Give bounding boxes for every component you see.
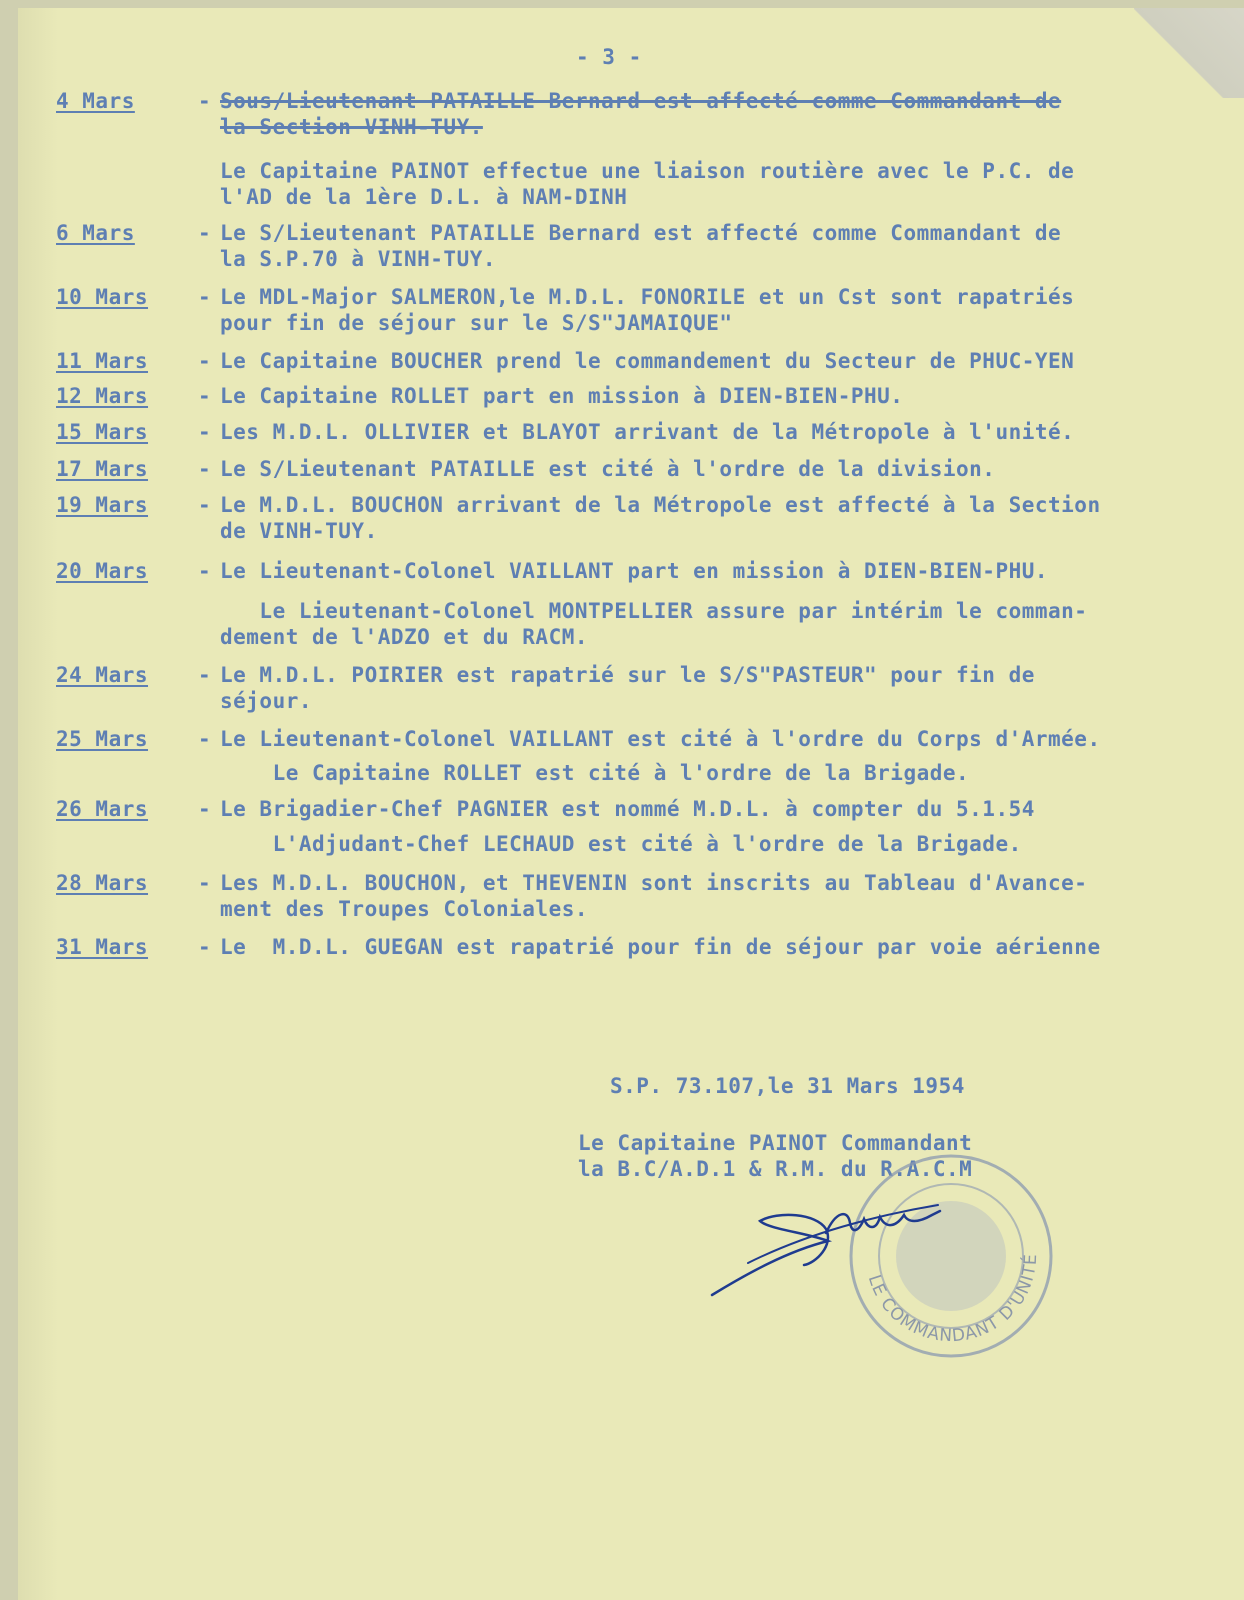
entry-date: 10 Mars: [56, 285, 149, 309]
document-page: [18, 8, 1244, 1600]
entry-line: Le S/Lieutenant PATAILLE est cité à l'ordre de la division.: [220, 457, 996, 481]
entry-line: Le Capitaine PAINOT effectue une liaison routière avec le P.C. de: [220, 159, 1075, 183]
entry-line: Le Lieutenant-Colonel MONTPELLIER assure par intérim le comman-: [220, 599, 1088, 623]
entry-line: la S.P.70 à VINH-TUY.: [220, 247, 497, 271]
entry-line: Les M.D.L. OLLIVIER et BLAYOT arrivant de la Métropole à l'unité.: [220, 420, 1075, 444]
entry-line: Le M.D.L. GUEGAN est rapatrié pour fin de séjour par voie aérienne: [220, 935, 1101, 959]
entry-line: Le Brigadier-Chef PAGNIER est nommé M.D.L. à compter du 5.1.54: [220, 797, 1035, 821]
entry-line: Le Capitaine ROLLET part en mission à DIEN-BIEN-PHU.: [220, 384, 904, 408]
entry-date: 6 Mars: [56, 221, 135, 245]
entry-line: Le Lieutenant-Colonel VAILLANT part en mission à DIEN-BIEN-PHU.: [220, 559, 1049, 583]
entry-line: dement de l'ADZO et du RACM.: [220, 625, 589, 649]
entry-line: Le Capitaine ROLLET est cité à l'ordre de la Brigade.: [220, 761, 970, 785]
entry-dash: -: [198, 871, 212, 895]
entry-line: Le MDL-Major SALMERON,le M.D.L. FONORILE et un Cst sont rapatriés: [220, 285, 1075, 309]
entry-date: 20 Mars: [56, 559, 149, 583]
entry-dash: -: [198, 221, 212, 245]
entry-date: 28 Mars: [56, 871, 149, 895]
folded-corner: [1134, 8, 1244, 98]
place-and-date: S.P. 73.107,le 31 Mars 1954: [610, 1074, 965, 1098]
entry-line: Sous/Lieutenant PATAILLE Bernard est affecté comme Commandant de: [220, 89, 1062, 113]
entry-date: 17 Mars: [56, 457, 149, 481]
entry-line: Le S/Lieutenant PATAILLE Bernard est affecté comme Commandant de: [220, 221, 1062, 245]
entry-dash: -: [198, 457, 212, 481]
entry-date: 4 Mars: [56, 89, 135, 113]
entry-line: Le Lieutenant-Colonel VAILLANT est cité à l'ordre du Corps d'Armée.: [220, 727, 1101, 751]
entry-dash: -: [198, 559, 212, 583]
entry-line: séjour.: [220, 689, 313, 713]
entry-line: Le M.D.L. BOUCHON arrivant de la Métropole est affecté à la Section: [220, 493, 1101, 517]
entry-date: 11 Mars: [56, 349, 149, 373]
entry-line: Le Capitaine BOUCHER prend le commandement du Secteur de PHUC-YEN: [220, 349, 1075, 373]
entry-date: 31 Mars: [56, 935, 149, 959]
entry-dash: -: [198, 285, 212, 309]
signatory-unit: la B.C/A.D.1 & R.M. du R.A.C.M: [578, 1157, 973, 1181]
entry-dash: -: [198, 384, 212, 408]
entry-dash: -: [198, 935, 212, 959]
entry-date: 12 Mars: [56, 384, 149, 408]
stamp-text: LE COMMANDANT D'UNITÉ: [863, 1252, 1042, 1347]
entry-dash: -: [198, 89, 212, 113]
entry-date: 25 Mars: [56, 727, 149, 751]
entry-dash: -: [198, 349, 212, 373]
entry-date: 26 Mars: [56, 797, 149, 821]
entry-line: la Section VINH-TUY.: [220, 115, 483, 139]
entry-line: Le M.D.L. POIRIER est rapatrié sur le S/S"PASTEUR" pour fin de: [220, 663, 1035, 687]
entry-line: pour fin de séjour sur le S/S"JAMAIQUE": [220, 311, 733, 335]
entry-dash: -: [198, 663, 212, 687]
entry-dash: -: [198, 797, 212, 821]
entry-dash: -: [198, 493, 212, 517]
entry-date: 15 Mars: [56, 420, 149, 444]
entry-dash: -: [198, 420, 212, 444]
page-number: - 3 -: [576, 45, 642, 69]
entry-line: Les M.D.L. BOUCHON, et THEVENIN sont inscrits au Tableau d'Avance-: [220, 871, 1088, 895]
entry-line: ment des Troupes Coloniales.: [220, 897, 589, 921]
entry-line: de VINH-TUY.: [220, 519, 378, 543]
entry-line: l'AD de la 1ère D.L. à NAM-DINH: [220, 185, 628, 209]
entry-line: L'Adjudant-Chef LECHAUD est cité à l'ordre de la Brigade.: [220, 832, 1022, 856]
entry-dash: -: [198, 727, 212, 751]
entry-date: 24 Mars: [56, 663, 149, 687]
signatory-title: Le Capitaine PAINOT Commandant: [578, 1131, 973, 1155]
handwritten-signature: [708, 1193, 968, 1303]
entry-date: 19 Mars: [56, 493, 149, 517]
